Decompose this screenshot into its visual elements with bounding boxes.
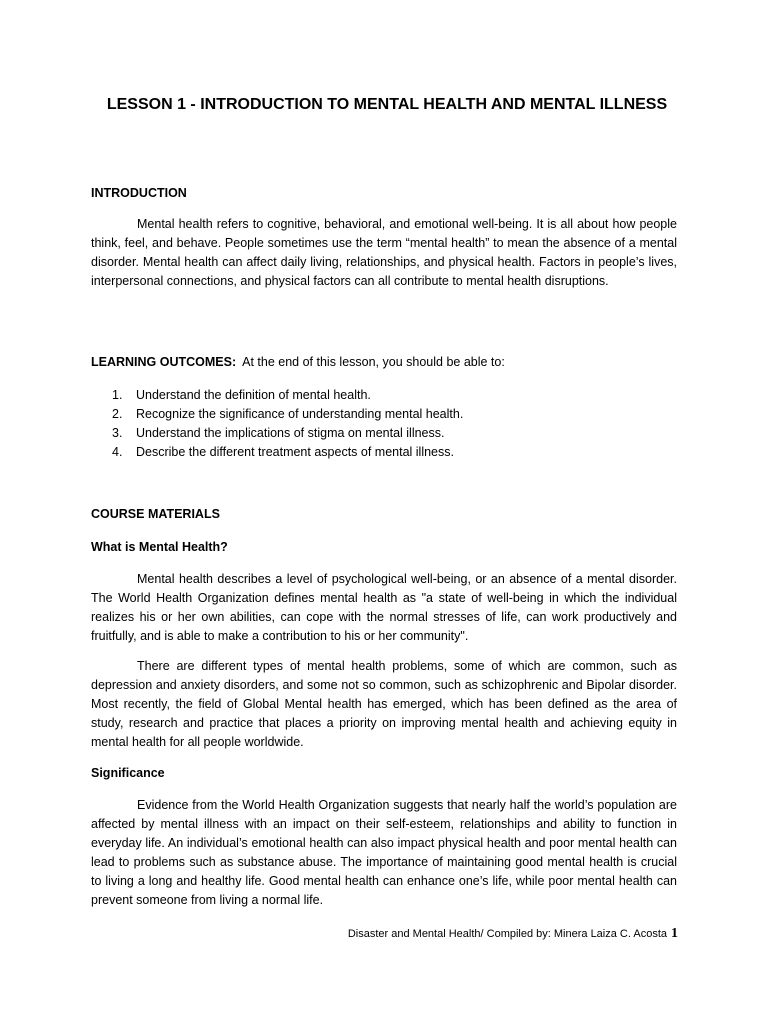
- mental-health-types-paragraph: There are different types of mental health problems, some of which are common, such as depression and anxiety disorders, and some not so common, such as schizophrenic and Bipolar disorder. Most recently, the field of Global Mental health has emerged, which has been defined as the area of study, research and practice that places a priority on improving mental health and achieving equity in mental health for all people worldwide.: [91, 659, 677, 749]
- list-item-text: Describe the different treatment aspects of mental illness.: [136, 445, 454, 459]
- introduction-paragraph: Mental health refers to cognitive, behavioral, and emotional well-being. It is all about how people think, feel, and behave. People sometimes use the term “mental health” to mean the absence of a mental disorder. Mental health can affect daily living, relationships, and physical health. Factors in people’s lives, interpersonal connections, and physical factors can all contribute to mental health disruptions.: [91, 217, 677, 288]
- what-is-mental-health-heading: What is Mental Health?: [91, 540, 228, 554]
- list-item: [112, 386, 463, 405]
- list-item: [112, 424, 463, 443]
- significance-paragraph: Evidence from the World Health Organization suggests that nearly half the world’s population are affected by mental illness with an impact on their self-esteem, relationships and ability to function in everyday life. An individual’s emotional health can also impact physical health and poor mental health can lead to problems such as substance abuse. The importance of maintaining good mental health is crucial to living a long and healthy life. Good mental health can enhance one’s life, while poor mental health can prevent someone from living a normal life.: [91, 798, 677, 907]
- introduction-heading: INTRODUCTION: [91, 186, 187, 200]
- list-item: [112, 443, 463, 462]
- list-item-text: Understand the definition of mental health.: [136, 388, 371, 402]
- footer-credit: Disaster and Mental Health/ Compiled by: Minera Laiza C. Acosta: [347, 928, 667, 940]
- course-materials-heading: COURSE MATERIALS: [91, 507, 220, 521]
- list-item-text: Understand the implications of stigma on mental illness.: [136, 426, 445, 440]
- list-item: [112, 405, 463, 424]
- list-item-number: 3.: [112, 426, 123, 440]
- mental-health-definition-paragraph: Mental health describes a level of psychological well-being, or an absence of a mental disorder. The World Health Organization defines mental health as "a state of well-being in which the individual realizes his or her own abilities, can cope with the normal stresses of life, can work productively and fruitfully, and is able to make a contribution to his or her community".: [91, 572, 677, 643]
- learning-outcomes-heading: LEARNING OUTCOMES:: [91, 355, 237, 369]
- learning-outcomes-list: [112, 386, 463, 462]
- list-item-number: 1.: [112, 388, 123, 402]
- page-number: 1: [671, 926, 678, 941]
- lesson-title: LESSON 1 - INTRODUCTION TO MENTAL HEALTH AND MENTAL ILLNESS: [106, 96, 668, 113]
- page-footer: [348, 926, 678, 942]
- list-item-text: Recognize the significance of understanding mental health.: [136, 407, 464, 421]
- learning-outcomes-line: [91, 355, 505, 369]
- significance-heading: Significance: [91, 766, 165, 780]
- list-item-number: 2.: [112, 407, 123, 421]
- list-item-number: 4.: [112, 445, 123, 459]
- learning-outcomes-lead: At the end of this lesson, you should be able to:: [242, 355, 505, 369]
